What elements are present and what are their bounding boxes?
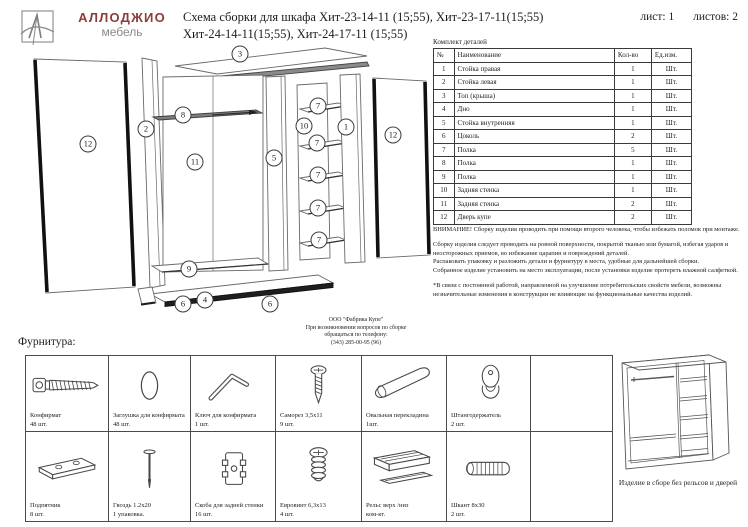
hardware-item-name: Скоба для задней стенки [195,502,264,510]
part-name: Задняя стенка [454,197,614,211]
part-name: Полка [454,143,614,157]
part-name: Стойка правая [454,62,614,76]
part-unit: Шт. [651,76,691,90]
hardware-item-qty: 48 шт. [30,420,48,428]
factory-note-line: При возникновении вопросов по сборке [305,324,407,331]
hardware-item-qty: 1шт. [366,420,379,428]
part-name: Дно [454,103,614,117]
hardware-cell [276,432,362,522]
part-callout: 4 [197,292,214,309]
hardware-item-name: Гвоздь 1.2x20 [113,502,152,510]
parts-table-header [434,49,692,63]
part-callout: 10 [296,118,313,135]
hardware-cell [109,356,191,432]
part-quantity: 1 [614,103,651,117]
col-name: Наименование [454,49,614,63]
hardware-cell [276,356,362,432]
factory-phone: (343) 285-00-95 (96) [330,340,382,347]
factory-note [270,317,442,348]
table-row [434,62,692,76]
hardware-cell [191,356,276,432]
warning-text: ВНИМАНИЕ! Сборку изделия проводить при помощи второго человека, чтобы избежать поломок при монтаже. [433,226,740,233]
hardware-item-qty: ком-кт. [366,510,386,518]
part-quantity: 5 [614,143,651,157]
care-line: Распаковать упаковку и разложить детали и фурнитуру в места, удобные для дальнейшей сборки. [433,258,700,266]
table-row [434,103,692,117]
part-callout: 7 [310,167,327,184]
page-title-line2: Хит-24-14-11(15;55), Хит-24-17-11 (15;55) [183,26,408,41]
sheets-total: листов: 2 [693,11,738,23]
part-callout: 12 [385,127,402,144]
foot-pad-icon [30,435,104,502]
hardware-cell [26,432,109,522]
hardware-empty-cell [531,432,613,522]
hardware-item-name: Шкант 8x30 [451,502,485,510]
oval-bar-icon [366,359,442,412]
part-callout: 12 [80,136,97,153]
hardware-item-name: Штангодержатель [451,412,501,420]
disclaimer-text: *В связи с постоянной работой, направленной на улучшение потребительских свойств мебели, возможны незначительные изменения в конструкции не влияющие на функциональные качества изделий. [433,282,722,298]
part-callout: 2 [138,121,155,138]
col-unit: Ед.изм. [651,49,691,63]
parts-table [433,48,692,225]
exploded-diagram [0,42,440,344]
part-name: Стойка внутренняя [454,116,614,130]
part-quantity: 2 [614,211,651,225]
brand-name: АЛЛОДЖИО [78,10,166,25]
part-callout: 1 [338,119,355,136]
logo [20,7,180,47]
part-quantity: 1 [614,157,651,171]
part-number: 6 [434,130,455,144]
hardware-item-name: Овальная перекладина [366,412,429,420]
dowel-icon [451,435,526,502]
hardware-item-name: Рельс верх /низ [366,502,409,510]
table-row [434,89,692,103]
part-number: 11 [434,197,455,211]
hardware-item-qty: 8 шт. [30,510,44,518]
hardware-item-name: Ключ для конфирмата [195,412,257,420]
part-number: 1 [434,62,455,76]
part-unit: Шт. [651,170,691,184]
part-number: 4 [434,103,455,117]
exploded-diagram-drawing [0,42,440,344]
confirmat-screw-icon [30,359,104,412]
part-callout: 9 [181,261,198,278]
hardware-cell [447,432,531,522]
assembled-caption: Изделие в сборе без рельсов и дверей [618,478,738,487]
part-unit: Шт. [651,143,691,157]
part-unit: Шт. [651,116,691,130]
hardware-section-label: Фурнитура: [18,336,76,348]
part-callout: 3 [232,46,249,63]
part-number: 8 [434,157,455,171]
part-unit: Шт. [651,157,691,171]
hardware-item-name: Подпятник [30,502,61,510]
table-row [434,184,692,198]
part-quantity: 1 [614,170,651,184]
hardware-item-qty: 2 шт. [451,420,465,428]
hardware-item-qty: 48 шт. [113,420,131,428]
part-unit: Шт. [651,184,691,198]
part-name: Задняя стенка [454,184,614,198]
part-quantity: 2 [614,197,651,211]
hardware-cell [26,356,109,432]
factory-name: ООО "Фабрика Купе" [328,317,384,323]
part-callout: 7 [310,98,327,115]
part-quantity: 1 [614,184,651,198]
care-instructions [433,241,745,275]
part-name: Полка [454,157,614,171]
part-unit: Шт. [651,62,691,76]
hardware-item-qty: 16 шт. [195,510,213,518]
part-unit: Шт. [651,197,691,211]
hardware-item-name: Саморез 3,5x11 [280,412,323,420]
part-callout: 6 [175,296,192,313]
part-unit: Шт. [651,103,691,117]
hardware-item-qty: 9 шт. [280,420,294,428]
self-tapping-screw-icon [280,359,357,412]
logo-mark-icon [20,8,56,46]
part-name: Цоколь [454,130,614,144]
hardware-cell [191,432,276,522]
part-number: 10 [434,184,455,198]
page-title-line1: Схема сборки для шкафа Хит-23-14-11 (15;55), Хит-23-17-11(15;55) [183,10,544,24]
part-number: 9 [434,170,455,184]
table-row [434,130,692,144]
hardware-item-qty: 2 шт. [451,510,465,518]
confirmat-cap-icon [113,359,186,412]
sheet-number: лист: 1 [640,11,675,23]
table-row [434,116,692,130]
part-quantity: 1 [614,62,651,76]
parts-table-caption: Комплект деталей [433,38,487,46]
table-row [434,157,692,171]
part-unit: Шт. [651,89,691,103]
part-quantity: 1 [614,116,651,130]
part-name: Дверь купе [454,211,614,225]
care-line: Сборку изделия следует проводить на ровной поверхности, покрытой тканью или бумагой, избегая ударов и неосторожных приемов, во избежание царапин и повреждений деталей. [433,241,729,257]
hardware-item-qty: 1 упаковка. [113,510,145,518]
part-number: 3 [434,89,455,103]
hardware-item-name: Заглушка для конфирмата [113,412,185,420]
nail-icon [113,435,186,502]
part-quantity: 2 [614,130,651,144]
hardware-grid [25,355,613,522]
part-name: Полка [454,170,614,184]
part-callout: 5 [266,150,283,167]
part-name: Топ (крыша) [454,89,614,103]
hardware-item-qty: 1 шт. [195,420,209,428]
hardware-empty-cell [531,356,613,432]
part-unit: Шт. [651,130,691,144]
parts-table-body [434,62,692,224]
hardware-cell [109,432,191,522]
table-row [434,170,692,184]
parts-list [433,38,693,225]
euro-screw-icon [280,435,357,502]
hex-key-icon [195,359,271,412]
care-line: Собранное изделие установить на место эксплуатации, после установки изделие протереть влажной салфеткой. [433,266,738,274]
col-quantity: Кол-во [614,49,651,63]
hardware-item-qty: 4 шт. [280,510,294,518]
assembled-wardrobe-drawing [610,348,746,476]
part-callout: 7 [311,232,328,249]
back-panel-bracket-icon [195,435,271,502]
col-number: № [434,49,455,63]
part-callout: 8 [175,107,192,124]
hardware-cell [362,432,447,522]
assembled-view [610,348,746,487]
brand-subtitle: мебель [101,25,143,39]
factory-note-line: обращаться по телефону: [324,332,388,339]
part-callout: 6 [262,296,279,313]
part-quantity: 1 [614,76,651,90]
sheet-info [624,11,738,23]
hardware-cell [362,356,447,432]
table-row [434,143,692,157]
table-row [434,76,692,90]
assembly-notes [433,226,745,306]
part-number: 2 [434,76,455,90]
part-name: Стойка левая [454,76,614,90]
part-callout: 11 [187,154,204,171]
hardware-cell [447,356,531,432]
part-callout: 7 [309,135,326,152]
part-number: 12 [434,211,455,225]
rod-holder-icon [451,359,526,412]
part-quantity: 1 [614,89,651,103]
table-row [434,211,692,225]
table-row [434,197,692,211]
part-number: 7 [434,143,455,157]
hardware-item-name: Конфирмат [30,412,62,420]
part-callout: 7 [310,200,327,217]
part-number: 5 [434,116,455,130]
rail-icon [366,435,442,502]
hardware-item-name: Евровинт 6,3x13 [280,502,326,510]
part-unit: Шт. [651,211,691,225]
